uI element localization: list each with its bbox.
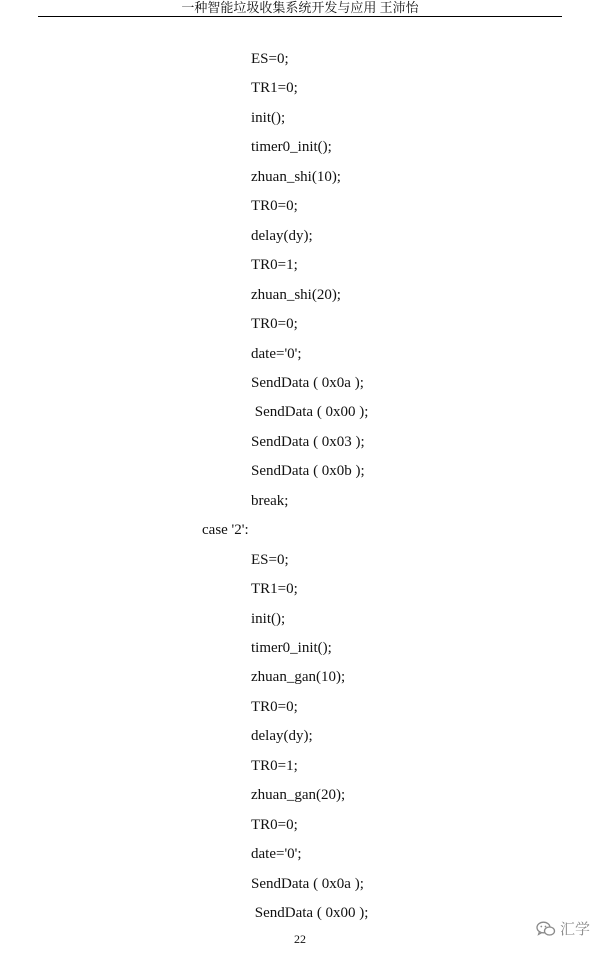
- code-line: zhuan_shi(10);: [251, 168, 341, 185]
- code-line: zhuan_gan(10);: [251, 669, 346, 686]
- code-line: SendData ( 0x00 );: [251, 404, 369, 421]
- watermark-label: 汇学: [560, 920, 591, 938]
- code-line: TR0=0;: [251, 316, 298, 333]
- code-line: init();: [251, 610, 286, 627]
- code-line: date='0';: [251, 846, 302, 863]
- code-line: break;: [251, 492, 289, 509]
- code-line: timer0_init();: [251, 139, 332, 156]
- header-rule: [38, 16, 562, 17]
- code-line: TR1=0;: [251, 80, 298, 97]
- code-line: TR0=0;: [251, 816, 298, 833]
- page-number: 22: [294, 932, 306, 946]
- code-line: TR0=1;: [251, 257, 298, 274]
- code-line: TR0=0;: [251, 198, 298, 215]
- code-line: TR1=0;: [251, 581, 298, 598]
- code-line: case '2':: [202, 522, 249, 539]
- code-line: ES=0;: [251, 51, 289, 67]
- code-line: SendData ( 0x0a );: [251, 875, 364, 892]
- code-line: ES=0;: [251, 551, 289, 568]
- code-line: delay(dy);: [251, 227, 313, 244]
- wechat-icon: [536, 921, 556, 937]
- running-header: 一种智能垃圾收集系统开发与应用 王沛怡: [181, 0, 419, 15]
- code-line: SendData ( 0x0b );: [251, 463, 365, 480]
- code-line: delay(dy);: [251, 728, 313, 745]
- watermark: [536, 918, 590, 939]
- code-line: init();: [251, 109, 286, 126]
- code-line: SendData ( 0x00 );: [251, 905, 369, 922]
- code-line: date='0';: [251, 345, 302, 362]
- code-line: zhuan_shi(20);: [251, 286, 341, 303]
- code-line: TR0=0;: [251, 698, 298, 715]
- code-line: timer0_init();: [251, 640, 332, 656]
- code-line: TR0=1;: [251, 757, 298, 774]
- code-line: SendData ( 0x0a );: [251, 374, 364, 391]
- code-line: SendData ( 0x03 );: [251, 433, 365, 450]
- code-line: zhuan_gan(20);: [251, 787, 346, 804]
